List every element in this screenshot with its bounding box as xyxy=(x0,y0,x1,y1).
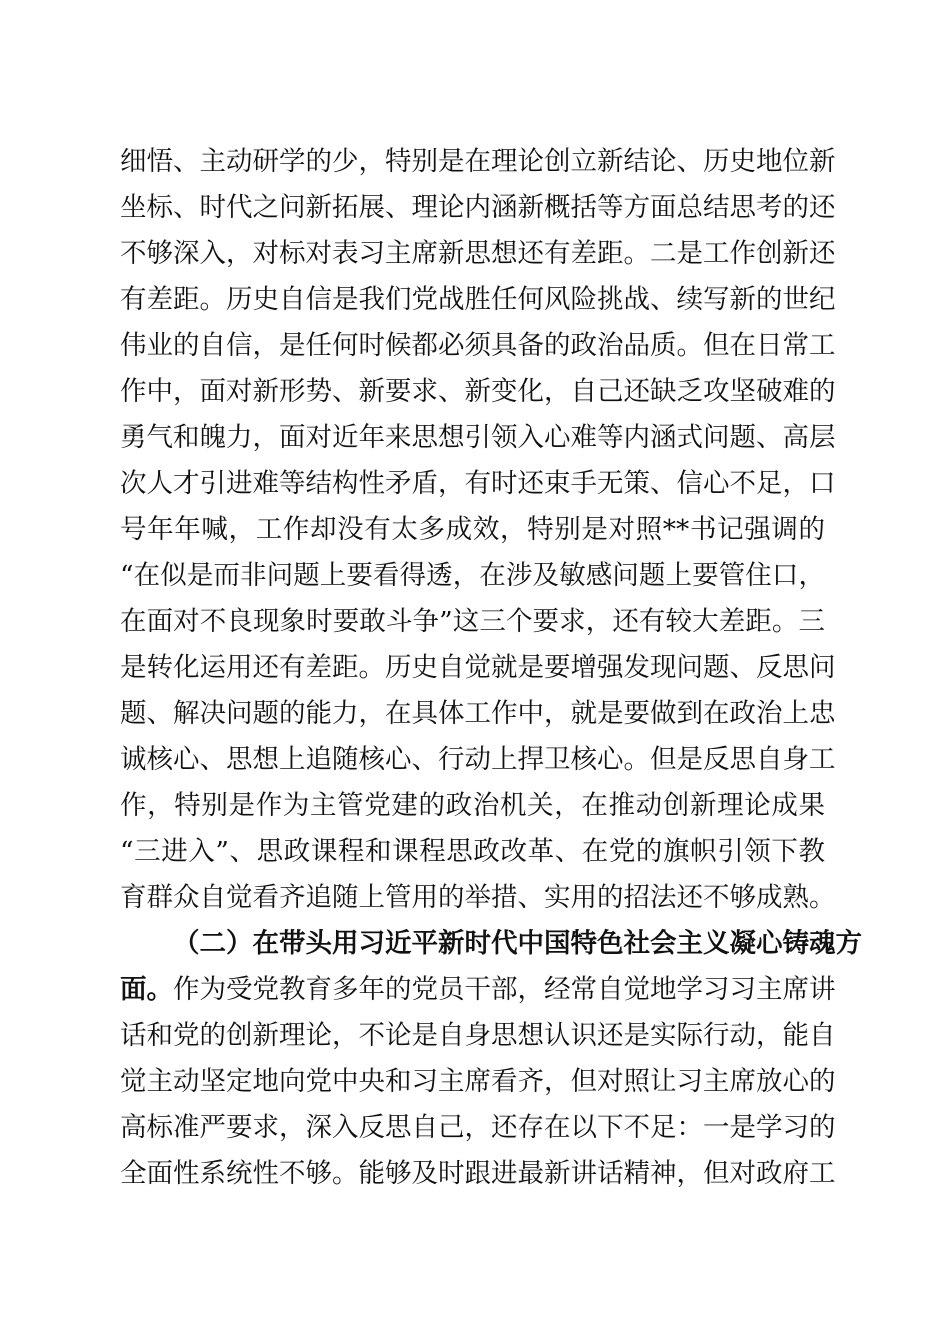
paragraph-line: 话和党的创新理论，不论是自身思想认识还是实际行动，能自 xyxy=(120,1020,836,1051)
section-heading-continuation xyxy=(120,968,836,1012)
paragraph-line: 高标准严要求，深入反思自己，还存在以下不足：一是学习的 xyxy=(120,1112,836,1143)
paragraph-text: 作为受党教育多年的党员干部，经常自觉地学习习主席讲 xyxy=(173,974,836,1005)
paragraph-line: 次人才引进难等结构性矛盾，有时还束手无策、信心不足，口 xyxy=(120,468,836,499)
paragraph-line: 作中，面对新形势、新要求、新变化，自己还缺乏攻坚破难的 xyxy=(120,376,836,407)
paragraph-line: 觉主动坚定地向党中央和习主席看齐，但对照让习主席放心的 xyxy=(120,1066,836,1097)
paragraph-line: 作，特别是作为主管党建的政治机关，在推动创新理论成果 xyxy=(120,790,825,821)
paragraph-line: 育群众自觉看齐追随上管用的举措、实用的招法还不够成熟。 xyxy=(120,882,836,913)
paragraph-line: 勇气和魄力，面对近年来思想引领入心难等内涵式问题、高层 xyxy=(120,422,836,453)
paragraph-line: 细悟、主动研学的少，特别是在理论创立新结论、历史地位新 xyxy=(120,146,836,177)
paragraph-line: 伟业的自信，是任何时候都必须具备的政治品质。但在日常工 xyxy=(120,330,836,361)
paragraph-line: 有差距。历史自信是我们党战胜任何风险挑战、续写新的世纪 xyxy=(120,284,836,315)
paragraph-line: 在面对不良现象时要敢斗争”这三个要求，还有较大差距。三 xyxy=(120,606,825,637)
paragraph-line: 诚核心、思想上追随核心、行动上捍卫核心。但是反思自身工 xyxy=(120,744,836,775)
paragraph-line: 坐标、时代之问新拓展、理论内涵新概括等方面总结思考的还 xyxy=(120,192,836,223)
paragraph-line: 号年年喊，工作却没有太多成效，特别是对照**书记强调的 xyxy=(120,514,825,545)
paragraph-line: 是转化运用还有差距。历史自觉就是要增强发现问题、反思问 xyxy=(120,652,836,683)
section-heading: （二）在带头用习近平新时代中国特色社会主义凝心铸魂方 xyxy=(173,928,862,959)
paragraph-line: “三进入”、思政课程和课程思政改革、在党的旗帜引领下教 xyxy=(120,836,825,867)
paragraph-line: “在似是而非问题上要看得透，在涉及敏感问题上要管住口， xyxy=(120,560,825,591)
paragraph-line: 题、解决问题的能力，在具体工作中，就是要做到在政治上忠 xyxy=(120,698,836,729)
section-heading-end: 面。 xyxy=(120,974,173,1005)
paragraph-line: 全面性系统性不够。能够及时跟进最新讲话精神，但对政府工 xyxy=(120,1158,836,1189)
paragraph-line: 不够深入，对标对表习主席新思想还有差距。二是工作创新还 xyxy=(120,238,836,269)
